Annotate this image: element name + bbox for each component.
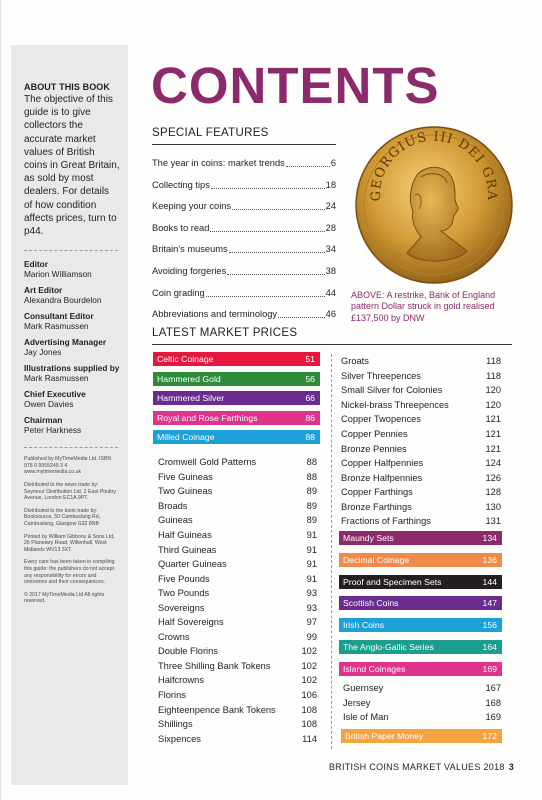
section-bar-label: British Paper Money xyxy=(345,731,424,741)
feature-label: Books to read xyxy=(152,222,210,233)
item-label: Groats xyxy=(341,356,369,367)
list-item[interactable] xyxy=(341,441,501,456)
col1-list xyxy=(158,455,317,746)
publisher-note: Printed by William Gibbons & Sons Ltd, 26 Planetary Road, Willenhall, West Midlands WV13 3XT. xyxy=(24,533,115,553)
feature-item[interactable] xyxy=(152,180,336,202)
feature-item[interactable] xyxy=(152,266,336,288)
item-page: 124 xyxy=(485,458,501,469)
item-label: Quarter Guineas xyxy=(158,559,227,570)
publisher-note: Every care has been taken in compiling this guide: the publishers do not accept any responsibility for errors and omissions and their consequences. xyxy=(24,559,115,586)
column-divider xyxy=(331,354,332,749)
section-bar-maundy-sets[interactable] xyxy=(339,531,502,545)
item-label: Sixpences xyxy=(158,733,201,744)
list-item[interactable] xyxy=(341,427,501,442)
section-bar-page: 156 xyxy=(482,620,497,631)
list-item[interactable] xyxy=(158,470,317,485)
section-bar-label: Irish Coins xyxy=(343,620,385,631)
item-label: Five Pounds xyxy=(158,573,210,584)
section-bar-label: Royal and Rose Farthings xyxy=(157,412,258,423)
item-label: Guineas xyxy=(158,515,193,526)
credit-name: Peter Harkness xyxy=(24,425,82,436)
section-bar-island-coinages[interactable] xyxy=(339,662,502,676)
item-page: 108 xyxy=(301,704,317,715)
list-item[interactable] xyxy=(343,696,501,711)
list-item[interactable] xyxy=(341,412,501,427)
section-bar-label: Scottish Coins xyxy=(343,598,399,609)
item-label: Silver Threepences xyxy=(341,370,421,381)
sidebar xyxy=(11,45,128,785)
credit-role: Consultant Editor xyxy=(24,311,94,322)
section-bar-page: 169 xyxy=(482,663,497,674)
section-bar-page: 136 xyxy=(482,554,497,565)
leader-dots xyxy=(211,180,325,189)
feature-label: Coin grading xyxy=(152,287,205,298)
publisher-note: Published by MyTimeMedia Ltd. ISBN 978 0 9955249 3 4 www.mytimemedia.co.uk xyxy=(24,456,112,476)
item-page: 88 xyxy=(306,471,317,482)
credit-role: Advertising Manager xyxy=(24,337,107,348)
item-label: Copper Halfpennies xyxy=(341,458,424,469)
list-item[interactable] xyxy=(341,514,501,529)
item-page: 108 xyxy=(301,719,317,730)
list-item[interactable] xyxy=(158,702,317,717)
item-label: Copper Pennies xyxy=(341,429,408,439)
item-label: Bronze Pennies xyxy=(341,443,407,454)
item-page: 126 xyxy=(485,472,501,483)
list-item[interactable] xyxy=(158,484,317,499)
item-page: 89 xyxy=(306,515,317,526)
feature-item[interactable] xyxy=(152,158,336,180)
list-item[interactable] xyxy=(158,542,317,557)
credit-name: Owen Davies xyxy=(24,399,74,410)
list-item[interactable] xyxy=(158,615,317,630)
item-page: 106 xyxy=(301,690,317,701)
section-bar-label: Decimal Coinage xyxy=(343,554,410,565)
item-label: Half Guineas xyxy=(158,530,212,540)
item-page: 118 xyxy=(486,370,501,381)
section-bar-page: 134 xyxy=(482,533,497,543)
section-bar-royal-and-rose-farthings[interactable] xyxy=(153,411,320,425)
leader-dots xyxy=(278,309,325,318)
credit-name: Marion Williamson xyxy=(24,269,92,280)
item-page: 168 xyxy=(485,697,501,708)
feature-page: 46 xyxy=(325,309,336,320)
list-item[interactable] xyxy=(158,586,317,601)
section-bar-proof-and-specimen-sets[interactable] xyxy=(339,575,502,589)
item-label: Small Silver for Colonies xyxy=(341,385,443,396)
item-label: Halfcrowns xyxy=(158,675,204,686)
credit-entry xyxy=(24,311,128,331)
list-item[interactable] xyxy=(158,673,317,688)
feature-label: Britain's museums xyxy=(152,244,228,255)
section-bar-label: Proof and Specimen Sets xyxy=(343,576,442,587)
section-bar-page: 56 xyxy=(305,373,315,384)
item-page: 91 xyxy=(306,559,317,570)
list-item[interactable] xyxy=(343,710,501,725)
section-bar-label: Milled Coinage xyxy=(157,432,215,442)
feature-page: 38 xyxy=(325,265,336,276)
item-label: Fractions of Farthings xyxy=(341,516,431,527)
credit-entry xyxy=(24,415,128,435)
col3-list xyxy=(343,681,501,725)
item-label: Cromwell Gold Patterns xyxy=(158,457,257,468)
leader-dots xyxy=(232,201,325,210)
list-item[interactable] xyxy=(341,485,501,500)
list-item[interactable] xyxy=(158,717,317,732)
coin-image xyxy=(349,125,519,285)
credit-role: Illustrations supplied by xyxy=(24,363,120,374)
item-page: 99 xyxy=(306,631,317,642)
credit-role: Chairman xyxy=(24,415,63,426)
item-page: 93 xyxy=(306,588,317,599)
item-label: Half Sovereigns xyxy=(158,617,224,628)
item-page: 130 xyxy=(485,501,501,512)
feature-label: The year in coins: market trends xyxy=(152,158,285,168)
leader-dots xyxy=(286,158,330,167)
page-footer xyxy=(329,762,514,772)
item-page: 121 xyxy=(485,443,501,454)
item-label: Double Florins xyxy=(158,646,218,657)
item-label: Five Guineas xyxy=(158,471,213,482)
section-bar-page: 86 xyxy=(305,412,315,423)
section-bar-page: 164 xyxy=(482,642,497,652)
section-bar-page: 88 xyxy=(305,432,315,442)
publisher-note: Distributed to the book trade by: Booksource, 50 Cambuslang Rd, Cambuslang, Glasgow G32 8NB xyxy=(24,507,101,527)
section-bar-page: 144 xyxy=(482,576,497,587)
section-bar-irish-coins[interactable] xyxy=(339,618,502,632)
feature-page: 24 xyxy=(325,201,336,212)
col2-list xyxy=(341,354,501,529)
item-page: 93 xyxy=(306,602,317,613)
item-page: 91 xyxy=(306,530,317,540)
list-item[interactable] xyxy=(158,644,317,659)
item-page: 131 xyxy=(485,516,501,527)
heading-rule xyxy=(152,144,336,145)
item-page: 120 xyxy=(485,385,501,396)
credit-role: Editor xyxy=(24,259,48,270)
about-text: The objective of this guide is to give collectors the accurate market values of British coins in Great Britain, as sold by most dealers. For details of how condition affects prices, turn to p44. xyxy=(24,94,120,238)
item-label: Sovereigns xyxy=(158,602,205,613)
feature-item[interactable] xyxy=(152,288,336,310)
section-bar-celtic-coinage[interactable] xyxy=(153,352,320,366)
item-label: Broads xyxy=(158,500,188,511)
heading-rule xyxy=(152,344,512,345)
section-bar-label: Hammered Silver xyxy=(157,393,225,403)
item-label: Crowns xyxy=(158,631,190,642)
page-number: 3 xyxy=(508,762,514,772)
feature-label: Avoiding forgeries xyxy=(152,265,227,276)
feature-label: Collecting tips xyxy=(152,179,210,190)
list-item[interactable] xyxy=(158,513,317,528)
section-bar-page: 147 xyxy=(482,598,497,609)
item-page: 121 xyxy=(485,414,501,425)
list-item[interactable] xyxy=(341,398,501,413)
credit-entry xyxy=(24,285,128,305)
item-page: 91 xyxy=(306,544,317,555)
leader-dots xyxy=(210,223,324,232)
section-bar-milled-coinage[interactable] xyxy=(153,430,320,444)
item-label: Isle of Man xyxy=(343,712,389,723)
publisher-note: Distributed to the news trade by: Seymour Distribution Ltd, 2 East Poultry Avenue, London EC1A 9PT. xyxy=(24,482,116,502)
feature-item[interactable] xyxy=(152,201,336,223)
list-item[interactable] xyxy=(158,659,317,674)
section-bar-label: Island Coinages xyxy=(343,663,406,674)
credit-name: Alexandra Bourdelon xyxy=(24,295,102,306)
section-bar-label: Celtic Coinage xyxy=(157,354,214,364)
item-label: Copper Twopences xyxy=(341,414,421,425)
item-page: 169 xyxy=(485,712,501,723)
item-label: Two Guineas xyxy=(158,486,213,497)
item-page: 102 xyxy=(301,646,317,657)
feature-page: 44 xyxy=(325,287,336,298)
item-page: 88 xyxy=(306,457,317,468)
item-page: 114 xyxy=(302,733,317,744)
section-bar-label: Hammered Gold xyxy=(157,373,221,384)
item-page: 102 xyxy=(301,660,317,671)
credit-entry xyxy=(24,337,128,357)
item-page: 120 xyxy=(485,399,501,410)
leader-dots xyxy=(206,288,325,297)
publisher-note: © 2017 MyTimeMedia Ltd All rights reserved. xyxy=(24,591,105,605)
section-bar-page: 66 xyxy=(305,393,315,403)
list-item[interactable] xyxy=(158,571,317,586)
item-page: 121 xyxy=(485,429,501,439)
section-bar-page: 51 xyxy=(305,354,315,364)
feature-label: Keeping your coins xyxy=(152,201,232,212)
item-page: 167 xyxy=(485,683,501,694)
item-page: 89 xyxy=(306,500,317,511)
section-bar-british-paper-money[interactable] xyxy=(341,729,502,743)
footer-text: BRITISH COINS MARKET VALUES 2018 xyxy=(328,762,505,772)
credit-role: Chief Executive xyxy=(24,389,86,400)
item-page: 89 xyxy=(306,486,317,497)
item-label: Jersey xyxy=(343,697,371,708)
credit-role: Art Editor xyxy=(24,285,63,296)
item-page: 128 xyxy=(485,487,501,498)
credit-entry xyxy=(24,259,128,279)
item-label: Bronze Farthings xyxy=(341,501,412,512)
list-item[interactable] xyxy=(158,557,317,572)
item-page: 97 xyxy=(306,617,317,628)
list-item[interactable] xyxy=(343,681,501,696)
credits xyxy=(24,259,128,435)
section-bar-hammered-gold[interactable] xyxy=(153,372,320,386)
section-bar-label: The Anglo-Gallic Series xyxy=(343,642,434,652)
feature-page: 28 xyxy=(325,222,336,233)
list-item[interactable] xyxy=(158,499,317,514)
section-bar-label: Maundy Sets xyxy=(343,533,394,543)
feature-item[interactable] xyxy=(152,223,336,245)
list-item[interactable] xyxy=(158,630,317,645)
credit-name: Jay Jones xyxy=(24,347,62,358)
credit-entry xyxy=(24,389,128,409)
item-label: Third Guineas xyxy=(158,544,217,555)
item-page: 91 xyxy=(306,573,317,584)
item-page: 102 xyxy=(301,675,317,686)
list-item[interactable] xyxy=(158,455,317,470)
feature-item[interactable] xyxy=(152,244,336,266)
sidebar-divider xyxy=(24,447,118,448)
section-bar-page: 172 xyxy=(482,731,497,741)
special-features-heading: SPECIAL FEATURES xyxy=(152,127,269,139)
list-item[interactable] xyxy=(341,456,501,471)
publisher-info xyxy=(24,456,128,605)
list-item[interactable] xyxy=(341,470,501,485)
list-item[interactable] xyxy=(158,528,317,543)
item-label: Eighteenpence Bank Tokens xyxy=(158,704,276,715)
list-item[interactable] xyxy=(158,731,317,746)
sidebar-divider xyxy=(24,250,118,251)
item-label: Three Shilling Bank Tokens xyxy=(158,660,271,671)
item-label: Nickel-brass Threepences xyxy=(341,399,449,410)
item-label: Florins xyxy=(158,690,186,701)
section-bar-the-anglo-gallic-series[interactable] xyxy=(339,640,502,654)
leader-dots xyxy=(229,244,325,253)
list-item[interactable] xyxy=(341,383,501,398)
page-title: CONTENTS xyxy=(151,57,440,114)
section-bar-decimal-coinage[interactable] xyxy=(339,553,502,567)
credit-name: Mark Rasmussen xyxy=(24,321,89,332)
special-features-list xyxy=(152,158,336,331)
item-label: Bronze Halfpennies xyxy=(341,472,423,483)
section-bar-scottish-coins[interactable] xyxy=(339,596,502,610)
about-title: ABOUT THIS BOOK xyxy=(24,82,110,92)
feature-page: 34 xyxy=(325,244,336,255)
gold-dollar-coin xyxy=(349,125,519,285)
item-label: Shillings xyxy=(158,719,193,730)
feature-page: 18 xyxy=(325,179,336,190)
list-item[interactable] xyxy=(341,369,501,384)
item-label: Guernsey xyxy=(343,683,384,694)
credit-name: Mark Rasmussen xyxy=(24,373,89,384)
list-item[interactable] xyxy=(158,688,317,703)
item-label: Two Pounds xyxy=(158,588,210,599)
list-item[interactable] xyxy=(341,354,501,369)
coin-inscription: GEORGIUS III DEI GRA xyxy=(368,129,500,202)
feature-label: Abbreviations and terminology xyxy=(152,309,278,320)
item-page: 118 xyxy=(486,356,501,367)
feature-page: 6 xyxy=(330,158,336,168)
list-item[interactable] xyxy=(341,499,501,514)
credit-entry xyxy=(24,363,128,383)
coin-caption: ABOVE: A restrike, Bank of England pattern Dollar struck in gold realised £137,500 by DNW xyxy=(351,290,496,323)
leader-dots xyxy=(227,266,324,275)
item-label: Copper Farthings xyxy=(341,487,413,498)
market-prices-heading: LATEST MARKET PRICES xyxy=(152,327,298,339)
list-item[interactable] xyxy=(158,600,317,615)
section-bar-hammered-silver[interactable] xyxy=(153,391,320,405)
